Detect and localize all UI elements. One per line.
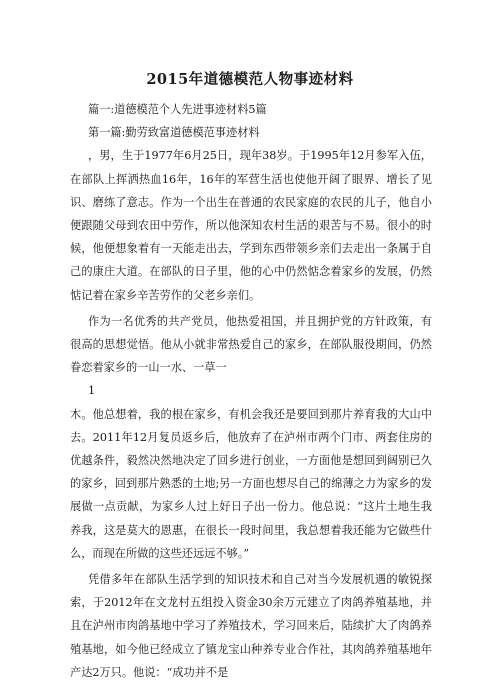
paragraph-party-member: 作为一名优秀的共产党员，他热爱祖国，并且拥护党的方针政策，有很高的思想觉悟。他从小就非常热爱自己的家乡，在部队服役期间，仍然眷恋着家乡的一山一水、一草一 (70, 314, 432, 375)
paragraph-pigeon-farm: 凭借多年在部队生活学到的知识技术和自己对当今发展机遇的敏锐探索，于2012年在文龙村五组投入资金30余万元建立了肉鸽养殖基地，并且在泸州市肉鸽基地中学习了养殖技术，学习回来后，陆续扩大了肉鸽养殖基地，如今他已经成立了镇龙宝山种养专业合作社，其肉鸽养殖基地年产达2万只。他说：“成功并不是 (70, 573, 432, 679)
paragraph-return-home: 木。他总想着，我的根在家乡，有机会我还是要回到那片养育我的大山中去。2011年12月复员返乡后，他放弃了在泸州市两个门市、两套住房的优越条件，毅然决然地决定了回乡进行创业，一方面他是想回到阔别已久的家乡，回到那片熟悉的土地;另一方面也想尽自己的绵薄之力为家乡的发展做一点贡献，为家乡人过上好日子出一份力。他总说：“这片土地生我养我，这是莫大的恩惠，在很长一段时间里，我总想着我还能为它做些什么，而现在所做的这些还远远不够。” (70, 407, 432, 560)
heading-first-article: 第一篇:勤劳致富道德模范事迹材料 (88, 126, 260, 140)
paragraph-biography: ，男，生于1977年6月25日，现年38岁。于1995年12月参军入伍，在部队上挥洒热血16年，16年的军营生活也使他开阔了眼界、增长了见识、磨练了意志。作为一个出生在普通的农民家庭的农民的儿子，他自小便跟随父母到农田中劳作，所以他深知农村生活的艰苦与不易。很小的时候，他便想象着有一天能走出去，学到东西带领乡亲们去走出一条属于自己的康庄大道。在部队的日子里，他的心中仍然惦念着家乡的发展，仍然惦记着在家乡辛苦劳作的父老乡亲们。 (70, 149, 432, 302)
heading-article-collection: 篇一:道德模范个人先进事迹材料5篇 (88, 103, 267, 116)
document-body (70, 98, 432, 684)
page-number: 1 (88, 384, 96, 398)
document-title: 2015年道德模范人物事迹材料 (146, 71, 354, 88)
